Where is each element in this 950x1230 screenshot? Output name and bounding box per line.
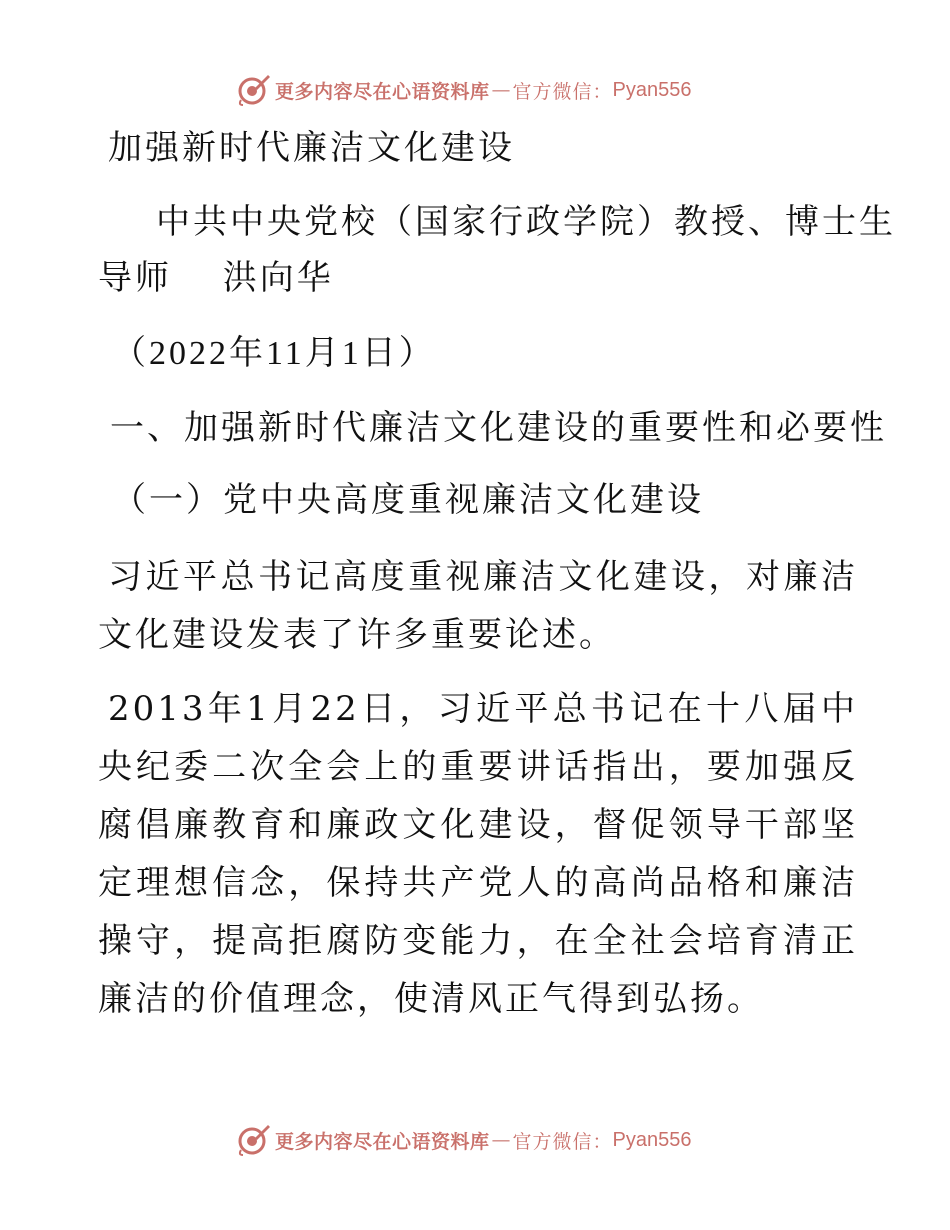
header-watermark bbox=[235, 70, 692, 110]
watermark-text: 更多内容尽在心语资料库 bbox=[275, 80, 490, 103]
section-heading-1: 一、加强新时代廉洁文化建设的重要性和必要性 bbox=[110, 408, 887, 448]
document-date: （2022年11月1日） bbox=[112, 335, 436, 372]
watermark-dash: — bbox=[491, 1129, 511, 1151]
pen-logo-icon bbox=[235, 72, 271, 108]
watermark-wechat-label: 官方微信： bbox=[512, 1130, 613, 1153]
watermark-wechat-label: 官方微信： bbox=[512, 80, 613, 103]
watermark-dash: — bbox=[491, 79, 511, 101]
paragraph-2: 2013年1月22日，习近平总书记在十八届中央纪委二次全会上的重要讲话指出，要加强反腐倡廉教育和廉政文化建设，督促领导干部坚定理想信念，保持共产党人的高尚品格和廉洁操守，提高拒腐防变能力，在全社会培育清正廉洁的价值理念，使清风正气得到弘扬。 bbox=[98, 689, 858, 1019]
subsection-heading-1: （一）党中央高度重视廉洁文化建设 bbox=[112, 480, 704, 520]
footer-watermark bbox=[235, 1120, 692, 1160]
pen-logo-icon bbox=[235, 1122, 271, 1158]
watermark-text: 更多内容尽在心语资料库 bbox=[275, 1130, 490, 1153]
document-title: 加强新时代廉洁文化建设 bbox=[108, 128, 515, 168]
watermark-wechat-id: Pyan556 bbox=[612, 78, 692, 101]
author-line-2: 导师 洪向华 bbox=[98, 258, 334, 298]
author-line-1: 中共中央党校（国家行政学院）教授、博士生 bbox=[156, 202, 896, 242]
watermark-wechat-id: Pyan556 bbox=[612, 1128, 692, 1151]
paragraph-1: 习近平总书记高度重视廉洁文化建设，对廉洁文化建设发表了许多重要论述。 bbox=[98, 557, 858, 655]
